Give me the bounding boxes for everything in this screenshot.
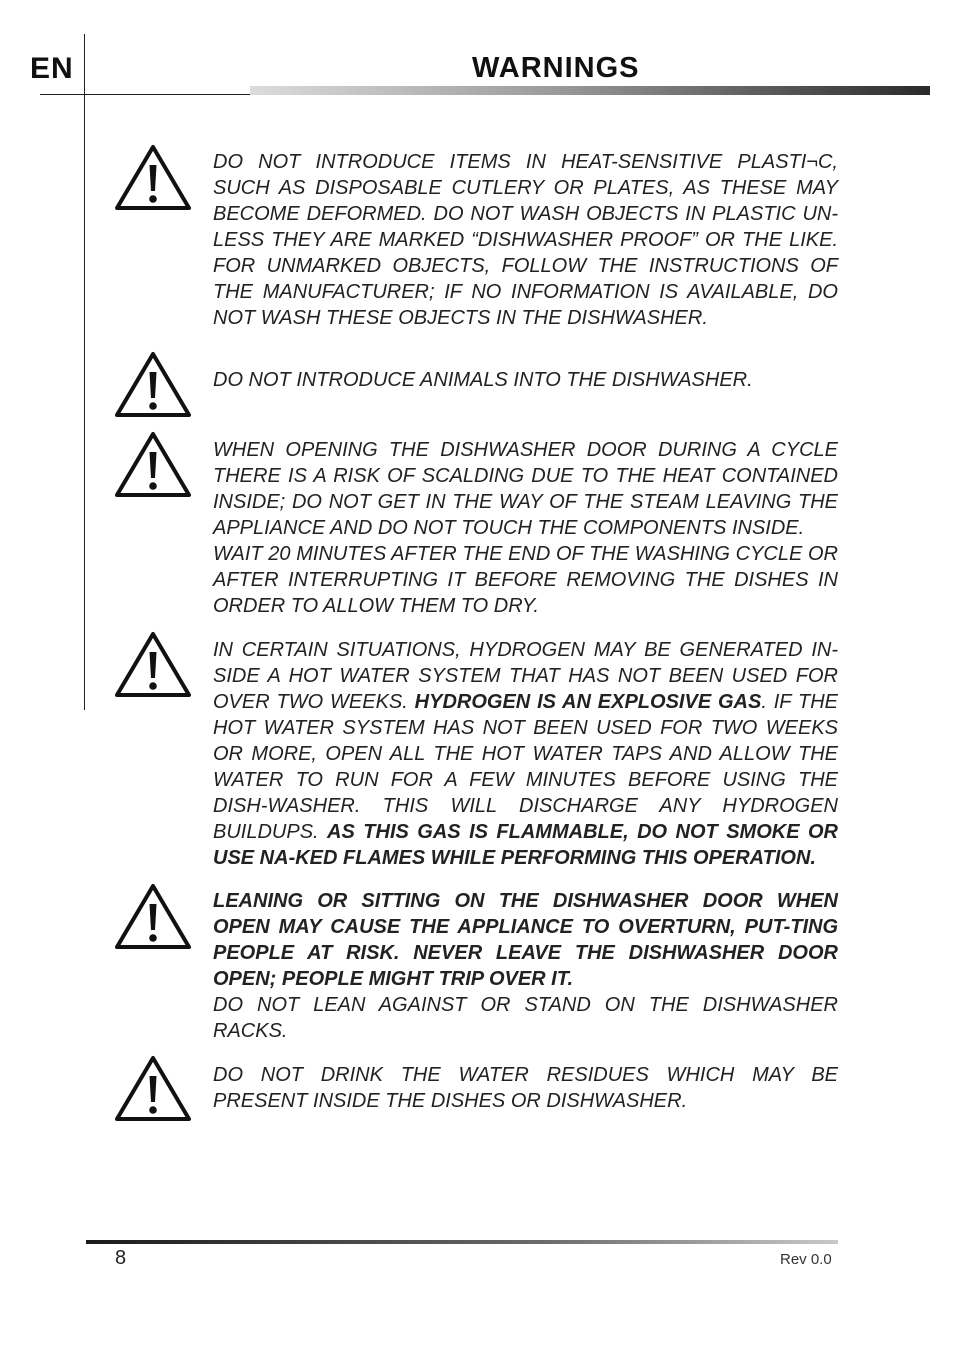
revision-label: Rev 0.0 (780, 1251, 832, 1268)
language-label: EN (30, 52, 74, 85)
warning-scalding: WHEN OPENING THE DISHWASHER DOOR DURING A CYCLE THERE IS A RISK OF SCALDING DUE TO THE HEAT CONTAINED INSIDE; DO NOT GET IN THE WAY OF THE STEAM LEAVING THE APPLIANCE AND DO NOT TOUCH THE COMPONENTS INSIDE. WAIT 20 MINUTES AFTER THE END OF THE WASHING CYCLE OR AFTER INTERRUPTING IT BEFORE REMOVING THE DISHES IN ORDER TO ALLOW THEM TO DRY. (213, 439, 838, 617)
warning-triangle-icon (114, 882, 192, 950)
warning-animals: DO NOT INTRODUCE ANIMALS INTO THE DISHWASHER. (213, 369, 753, 391)
warning-door: LEANING OR SITTING ON THE DISHWASHER DOOR WHEN OPEN MAY CAUSE THE APPLIANCE TO OVERTURN, PUT-TING PEOPLE AT RISK. NEVER LEAVE THE DISHWASHER DOOR OPEN; PEOPLE MIGHT TRIP OVER IT. DO NOT LEAN AGAINST OR STAND ON THE DISHWASHER RACKS. (213, 890, 838, 1042)
warning-plastic-items: DO NOT INTRODUCE ITEMS IN HEAT-SENSITIVE PLASTI¬C, SUCH AS DISPOSABLE CUTLERY OR PLATES, AS THESE MAY BECOME DEFORMED. DO NOT WASH OBJECTS IN PLASTIC UN-LESS THEY ARE MARKED “DISHWASHER PROOF” OR THE LIKE. FOR UNMARKED OBJECTS, FOLLOW THE INSTRUCTIONS OF THE MANUFACTURER; IF NO INFORMATION IS AVAILABLE, DO NOT WASH THESE OBJECTS IN THE DISHWASHER. (213, 151, 838, 329)
page-title: WARNINGS (472, 52, 640, 84)
warning-water-residues: DO NOT DRINK THE WATER RESIDUES WHICH MAY BE PRESENT INSIDE THE DISHES OR DISHWASHER. (213, 1064, 838, 1112)
warning-hydrogen: IN CERTAIN SITUATIONS, HYDROGEN MAY BE GENERATED IN-SIDE A HOT WATER SYSTEM THAT HAS NOT BEEN USED FOR OVER TWO WEEKS. HYDROGEN IS AN EXPLOSIVE GAS. IF THE HOT WATER SYSTEM HAS NOT BEEN USED FOR TWO WEEKS OR MORE, OPEN ALL THE HOT WATER TAPS AND ALLOW THE WATER TO RUN FOR A FEW MINUTES BEFORE USING THE DISH-WASHER. THIS WILL DISCHARGE ANY HYDROGEN BUILDUPS. AS THIS GAS IS FLAMMABLE, DO NOT SMOKE OR USE NA-KED FLAMES WHILE PERFORMING THIS OPERATION. (213, 639, 838, 869)
warning-triangle-icon (114, 350, 192, 418)
warning-triangle-icon (114, 430, 192, 498)
warning-triangle-icon (114, 143, 192, 211)
margin-rule (84, 34, 85, 710)
header-rule (40, 94, 250, 95)
footer-rule (86, 1240, 838, 1244)
page-number: 8 (115, 1247, 127, 1269)
warning-triangle-icon (114, 1054, 192, 1122)
warning-triangle-icon (114, 630, 192, 698)
header-gradient-bar (250, 86, 930, 95)
